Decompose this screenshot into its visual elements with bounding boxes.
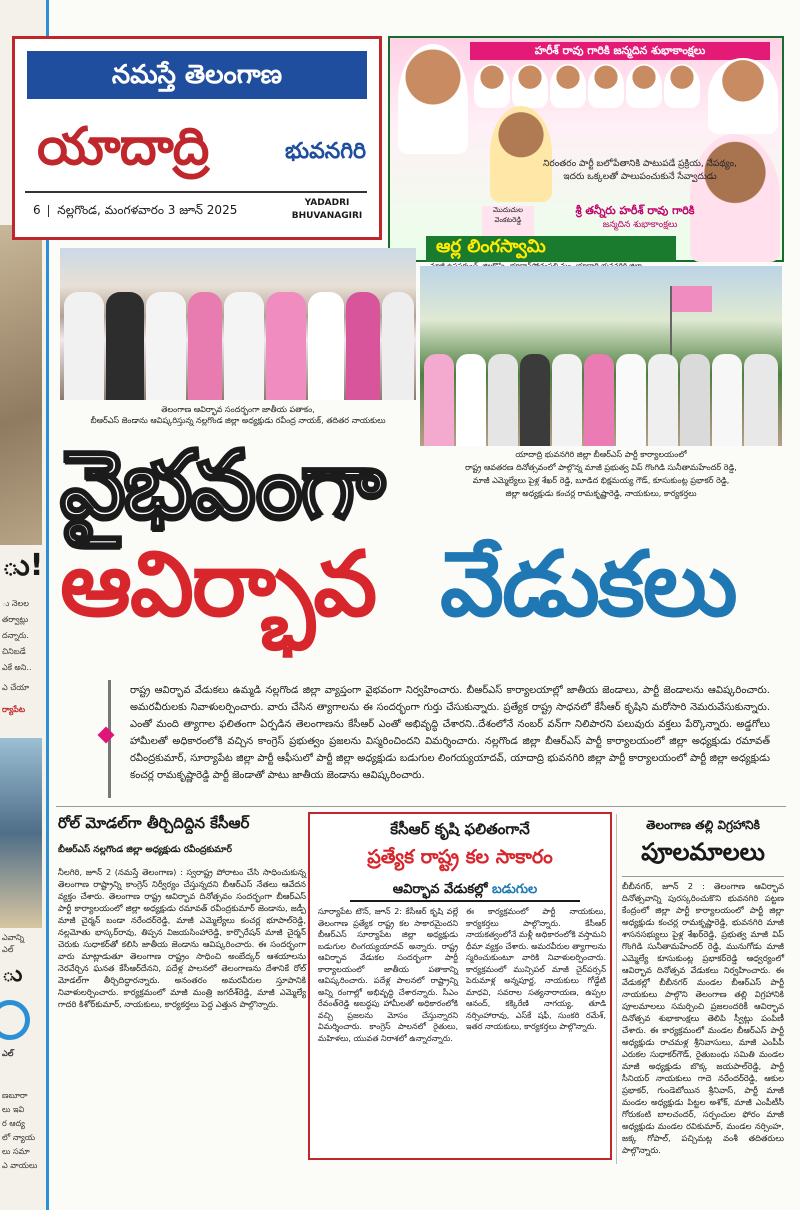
section-divider xyxy=(56,806,786,807)
ad-portrait xyxy=(664,64,700,108)
ad-greeting: జన్మదిన శుభాకాంక్షలు xyxy=(602,220,678,230)
sliver-line: ఎల్ xyxy=(2,1049,14,1058)
caption-line: తెలంగాణ ఆవిర్భావ సందర్భంగా జాతీయ పతాకం, xyxy=(161,405,315,414)
sliver-line: ఎకే అని.. xyxy=(2,663,32,672)
story-2-kicker: కేసీఆర్ కృషి ఫలితంగానే xyxy=(390,820,530,838)
sliver-line: లో న్యాయ xyxy=(2,1133,36,1142)
story-2-subheading xyxy=(350,882,580,902)
story-2-body-col-a: సూర్యాపేట టౌన్, జూన్ 2: కేసీఆర్ కృషి వల్లే తెలంగాణ ప్రత్యేక రాష్ట్ర కల సాకారమైందని బీఆర్ఎస్ సూర్యాపేట జిల్లా అధ్యక్షుడు బడుగుల లింగయ్యయాదవ్ అన్నారు. రాష్ట్ర ఆవిర్భావ వేడుకల సందర్భంగా పార్టీ కార్యాలయంలో జాతీయ పతాకాన్ని ఆవిష్కరించారు. పదేళ్ల పాలనలో రాష్ట్రాన్ని అన్ని రంగాల్లో అభివృద్ధి చేశారన్నారు. సీఎం రేవంత్‌రెడ్డి అబద్ధపు హామీలతో అధికారంలోకి వచ్చి ప్రజలను మోసం చేస్తున్నారని విమర్శించారు. కాంగ్రెస్ పాలనలో రైతులు, మహిళలు, యువత నిరాశలో ఉన్నారన్నారు. xyxy=(318,907,458,1043)
sliver-line: ఎల్ xyxy=(2,945,14,954)
birthday-advertisement xyxy=(388,36,784,262)
diamond-bullet-icon xyxy=(98,727,115,744)
ad-portrait xyxy=(398,44,468,154)
ad-banner: హరీశ్ రావు గారికి జన్మదిన శుభాకాంక్షలు xyxy=(470,42,770,60)
edition-place: YADADRI BHUVANAGIRI xyxy=(291,198,363,221)
newspaper-name: నమస్తే తెలంగాణ xyxy=(27,51,367,99)
ad-portrait xyxy=(588,64,624,108)
story-2-body-col-b: ఈ కార్యక్రమంలో పార్టీ నాయకులు, కార్యకర్తలు పాల్గొన్నారు. కేసీఆర్ నాయకత్వంలోనే మళ్లీ అధికారంలోకి వస్తామని ధీమా వ్యక్తం చేశారు. అమరవీరుల త్యాగాలను స్మరించుకుంటూ వారికి నివాళులర్పించారు. కార్యక్రమంలో మున్సిపల్ మాజీ చైర్‌పర్సన్ పెరుమాళ్ల అన్నపూర్ణ, నాయకులు గోడ్డేటి మాధవి, సవరాల సత్యనారాయణ, ఉప్పల ఆనంద్, కక్కిరేణి నాగయ్య, తూడి నర్సింహారావు, ఎస్‌కే షఫీ, సుంకరి రమేశ్, ఇతర నాయకులు, కార్యకర్తలు పాల్గొన్నారు. xyxy=(466,907,606,1031)
dateline-text xyxy=(33,203,237,220)
edition-subtitle: భువనగిరి xyxy=(285,139,367,164)
ad-small-name: మొదుచుల వెంకటరెడ్డి xyxy=(482,206,534,236)
column-divider xyxy=(616,814,617,1164)
page-number: 6 xyxy=(33,203,41,217)
intro-text: రాష్ట్ర ఆవిర్భావ వేడుకలు ఉమ్మడి నల్లగొండ జిల్లా వ్యాప్తంగా వైభవంగా నిర్వహించారు. బీఆర్ఎస్ కార్యాలయాల్లో జాతీయ జెండాలు, పార్టీ జెండాలను ఆవిష్కరించారు. అమరవీరులకు నివాళులర్పించారు. వారు చేసిన త్యాగాలను ఈ సందర్భంగా గుర్తు చేసుకున్నారు. ప్రత్యేక రాష్ట్ర సాధనలో కేసీఆర్ కృషిని మరోసారి నెమరువేసుకున్నారు. ఎంతో మంది త్యాగాల ఫలితంగా ఏర్పడిన తెలంగాణను కేసీఆర్ ఎంతో అభివృద్ధి చేశారని..దేశంలోనే నంబర్ వన్‌గా నిలిపారని పలువురు వక్తలు పేర్కొన్నారు. అడ్డగోలు హామీలతో అధికారంలోకి వచ్చిన కాంగ్రెస్ ప్రభుత్వం ప్రజలను విస్మరించిందని విమర్శించారు. నల్లగొండ జిల్లా బీఆర్ఎస్ పార్టీ కార్యాలయంలో జిల్లా అధ్యక్షుడు రమావత్ రవీంద్రకుమార్, సూర్యాపేట జిల్లా పార్టీ ఆఫీసులో పార్టీ జిల్లా అధ్యక్షుడు బడుగుల లింగయ్యయాదవ్, యాదాద్రి భువనగిరి జిల్లా పార్టీ కార్యాలయంలో పార్టీ జిల్లా అధ్యక్షుడు కంచర్ల రామకృష్ణారెడ్డి పార్టీ జెండాతో పాటు జాతీయ జెండాను ఆవిష్కరించారు. xyxy=(130,685,770,781)
sliver-line: ర్యాపేట xyxy=(2,705,26,714)
subheading-part: ఆవిర్భావ వేడుకల్లో xyxy=(392,882,488,897)
sliver-line: చినిబడే xyxy=(2,647,26,656)
caption-line: మాజీ ఎమ్మెల్యేలు పైళ్ల శేఖర్ రెడ్డి, బూడిద భిక్షమయ్య గౌడ్, కూసుకుంట్ల ప్రభాకర్ రెడ్డి, xyxy=(472,476,730,485)
story-1-byline: బీఆర్ఎస్ నల్లగొండ జిల్లా అధ్యక్షుడు రవీంద్రకుమార్ xyxy=(58,845,232,855)
sliver-line: తర్వాట్లు xyxy=(2,615,29,624)
headline-line-1: వైభవంగా xyxy=(60,431,384,538)
masthead xyxy=(12,36,382,240)
sliver-line: ఎ చేయా xyxy=(2,683,30,692)
ad-portrait xyxy=(690,134,780,262)
sliver-headline: ు! xyxy=(2,548,44,583)
sliver-line: లు సమా xyxy=(2,1147,30,1156)
story-2-box xyxy=(308,812,612,1160)
party-flag xyxy=(672,286,712,312)
sliver-line: ఎవాన్ని xyxy=(2,933,25,942)
ad-sponsor-box xyxy=(426,236,676,262)
caption-line: బీఆర్ఎస్ జెండాను ఆవిష్కరిస్తున్న నల్లగొండ జిల్లా అధ్యక్షుడు రవీంద్ర నాయక్, తదితర నాయకులు xyxy=(90,416,386,425)
sliver-line: ఎ వాయలు xyxy=(2,1161,38,1170)
story-3-heading: పూలమాలలు xyxy=(622,838,784,877)
sliver-line: ర ఆద్య xyxy=(2,1119,25,1128)
ad-portrait xyxy=(550,64,586,108)
sliver-subhead: ు xyxy=(2,962,23,987)
ad-portrait xyxy=(490,106,552,202)
photo-bhuvanagiri-celebration xyxy=(420,266,782,446)
caption-line: రాష్ట్ర ఆవతరణ దినోత్సవంలో పాల్గొన్న మాజీ ప్రభుత్వ విప్ గొంగిడి సునీతామహేందర్ రెడ్డి, xyxy=(465,463,737,472)
photo-flag-hoisting-nalgonda xyxy=(60,248,416,400)
sliver-line: దన్నారు. xyxy=(2,631,29,640)
sliver-ring-graphic xyxy=(0,1000,30,1040)
ad-portrait xyxy=(474,64,510,108)
ad-message: నిరంతరం పార్టీ బలోపేతానికి పాటుపడే ప్రక్రియ, నేపథ్యం, ఇదరు ఒక్కలతో పాలుపంచుకునే సేవ్వాదుడు xyxy=(543,159,737,182)
edition-title: యాదాద్రి xyxy=(37,117,209,177)
dateline xyxy=(25,191,367,229)
sliver-photo xyxy=(0,738,42,928)
sliver-line: లు ఇవి xyxy=(2,1105,25,1114)
headline-line-2-blue: వేడుకలు xyxy=(440,532,736,637)
headline-line-2-red: ఆవిర్భావ xyxy=(60,532,376,637)
story-2-heading: ప్రత్యేక రాష్ట్ర కల సాకారం xyxy=(367,846,553,868)
story-3-body: బీబీనగర్, జూన్ 2 : తెలంగాణ ఆవిర్భావ దినోత్సవాన్ని పురస్కరించుకొని భువనగిరి పట్టణ కేంద్రంలో జిల్లా పార్టీ కార్యాలయంలో పార్టీ జిల్లా అధ్యక్షుడు కంచర్ల రామకృష్ణారెడ్డి, భువనగిరి మాజీ శాసనసభ్యులు పైళ్ల శేఖర్‌రెడ్డి, ప్రభుత్వ మాజీ విప్ గొంగిడి సునీతామహేందర్ రెడ్డి, మునుగోడు మాజీ ఎమ్మెల్యే కూసుకుంట్ల ప్రభాకర్‌రెడ్డి ఆధ్వర్యంలో ఆవిర్భావ దినోత్సవ వేడుకలు నిర్వహించారు. ఈ వేడుకల్లో బీబీనగర్ మండల బీఆర్ఎస్ పార్టీ నాయకులు పాల్గొని తెలంగాణ తల్లి విగ్రహానికి పూలమాలలు సమర్పించి ప్రజలందరికీ ఆవిర్భావ దినోత్సవ శుభాకాంక్షలు తెలిపి స్వీట్లు పంపిణీ చేశారు. ఈ కార్యక్రమంలో మండల బీఆర్ఎస్ పార్టీ అధ్యక్షుడు రాచమళ్ల శ్రీనివాసులు, మాజీ ఎంపీపీ ఎరుకల సుధాకర్‌గౌడ్, రైతుబంధు సమితి మండల మాజీ అధ్యక్షుడు బొక్క జయపాల్‌రెడ్డి, పార్టీ సీనియర్ నాయకులు గాదె నరేందర్‌రెడ్డి, ఆకుల ప్రభాకర్, గుండెబోయిన శ్రీనివాస్, పార్టీ మాజీ మండల అధ్యక్షుడు పిట్టల అశోక్, మాజీ ఎంపీటీసీ గోరుకంటి బాలచందర్, సర్పంచుల ఫోరం మాజీ అధ్యక్షుడు మండల రవికుమార్, మండల నర్సింహ, జక్క గోపాల్, పచ్చిమట్ల వంశీ తదితరులు పాల్గొన్నారు. xyxy=(622,881,784,1155)
photo-caption-1 xyxy=(60,404,416,426)
ad-sponsor-name: ఆర్ల లింగస్వామి xyxy=(436,236,546,257)
sliver-line: ు నెలల xyxy=(2,599,29,608)
ad-portrait xyxy=(626,64,662,108)
ad-greeting-name: శ్రీ తన్నీరు హరీశ్ రావు గారికి xyxy=(575,204,695,217)
intro-paragraph xyxy=(108,680,774,798)
subheading-part-highlight: బడుగుల xyxy=(492,882,538,897)
caption-line: యాదాద్రి భువనగిరి జిల్లా బీఆర్ఎస్ పార్టీ కార్యాలయంలో xyxy=(515,450,687,459)
sliver-line: ణబూరా xyxy=(2,1091,28,1100)
story-1-heading: రోల్ మోడల్‌గా తీర్చిదిద్దిన కేసీఆర్ xyxy=(58,814,250,832)
story-3-kicker: తెలంగాణ తల్లి విగ్రహానికి xyxy=(646,818,760,832)
caption-line: జిల్లా అధ్యక్షుడు కంచర్ల రామకృష్ణారెడ్డి, నాయకులు, కార్యకర్తలు xyxy=(505,489,697,498)
photo-caption-2 xyxy=(420,448,782,500)
date-text: నల్లగొండ, మంగళవారం 3 జూన్ 2025 xyxy=(57,203,238,217)
ad-portrait xyxy=(708,58,778,134)
sliver-photo xyxy=(0,225,42,545)
story-1-body: నీలగిరి, జూన్ 2 (నమస్తే తెలంగాణ) : స్వరాష్ట్ర పోరాటం చేసి సాధించుకున్న తెలంగాణ రాష్ట్రాన్ని కాంగ్రెస్ నిర్వీర్యం చేస్తున్నదని బీఆర్ఎస్ నేతలు ఆవేదన వ్యక్తం చేశారు. తెలంగాణ రాష్ట్ర ఆవిర్భావ దినోత్సవం సందర్భంగా బీఆర్ఎస్ పార్టీ కార్యాలయంలో జిల్లా అధ్యక్షుడు రమావత్ రవీంద్రకుమార్ జెండాను, జడ్పీ మాజీ చైర్మన్ బండా నరేందర్‌రెడ్డి, మాజీ ఎమ్మెల్యేలు కంచర్ల భూపాల్‌రెడ్డి, నల్లమోతు భాస్కర్‌రావు, తిప్పన విజయసింహారెడ్డి, కార్పొరేషన్ మాజీ చైర్మన్ చెరుకు సుధాకర్‌తో కలిసి జాతీయ జెండాను ఆవిష్కరించారు. ఈ సందర్భంగా వారు మాట్లాడుతూ తెలంగాణ రాష్ట్రం సాధించి అంబేద్కర్ ఆశయాలను నెరవేర్చిన ఘనత కేసీఆర్‌దేనని, పదేళ్ల పాలనలో తెలంగాణను దేశానికే రోల్ మోడల్‌గా తీర్చిదిద్దారన్నారు. అనంతరం అమరవీరుల స్తూపానికి నివాళులర్పించారు. కార్యక్రమంలో మాజీ మంత్రి జగదీశ్‌రెడ్డి, మాజీ ఎమ్మెల్యే గాదరి కిశోర్‌కుమార్, నాయకులు, కార్యకర్తలు పెద్ద ఎత్తున పాల్గొన్నారు. xyxy=(58,867,306,1009)
ad-portrait xyxy=(512,64,548,108)
